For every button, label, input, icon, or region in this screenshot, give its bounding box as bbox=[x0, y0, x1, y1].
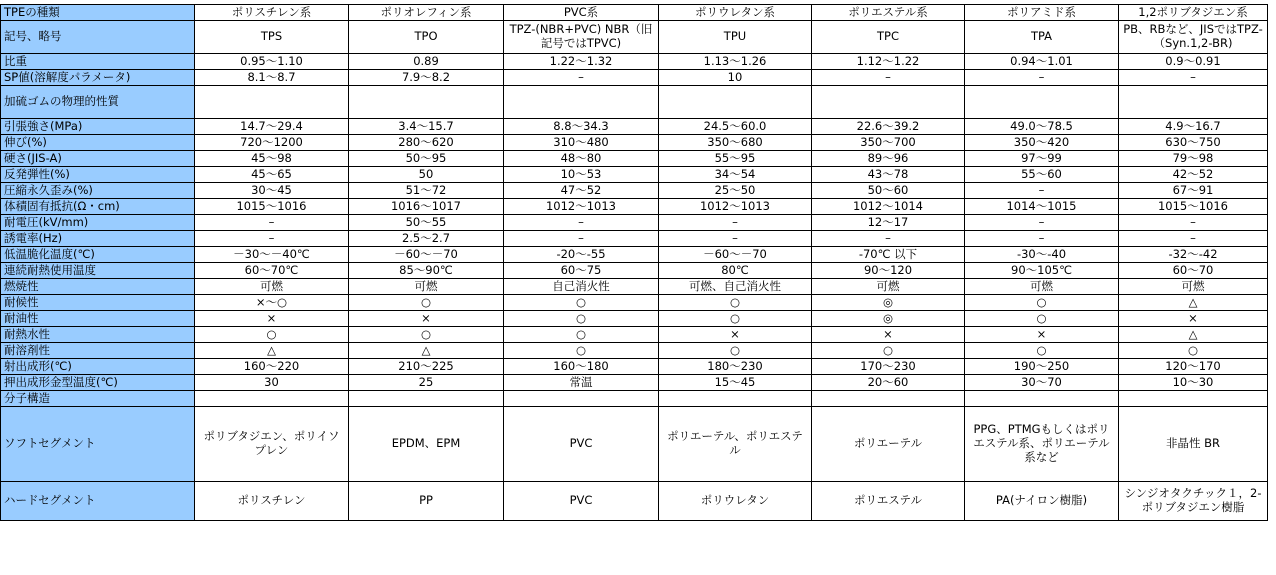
table-cell bbox=[349, 391, 504, 407]
table-cell: 可燃、自己消火性 bbox=[659, 279, 812, 295]
table-cell: × bbox=[659, 327, 812, 343]
table-cell: △ bbox=[1119, 295, 1268, 311]
table-cell: 24.5〜60.0 bbox=[659, 119, 812, 135]
table-cell: ○ bbox=[659, 311, 812, 327]
row-label: ソフトセグメント bbox=[1, 407, 195, 482]
table-cell: TPU bbox=[659, 21, 812, 54]
table-cell: -70℃ 以下 bbox=[812, 247, 965, 263]
table-cell bbox=[195, 391, 349, 407]
table-cell: 1012〜1013 bbox=[504, 199, 659, 215]
table-cell: 34〜54 bbox=[659, 167, 812, 183]
table-cell: -32〜-42 bbox=[1119, 247, 1268, 263]
table-cell: ×〜○ bbox=[195, 295, 349, 311]
row-label: 射出成形(℃) bbox=[1, 359, 195, 375]
table-cell: 80℃ bbox=[659, 263, 812, 279]
table-cell: ○ bbox=[504, 311, 659, 327]
table-cell: – bbox=[1119, 231, 1268, 247]
table-cell: ポリブタジエン、ポリイソプレン bbox=[195, 407, 349, 482]
table-cell: 30〜70 bbox=[965, 375, 1119, 391]
row-label: 分子構造 bbox=[1, 391, 195, 407]
table-cell: 7.9〜8.2 bbox=[349, 70, 504, 86]
table-cell: 120〜170 bbox=[1119, 359, 1268, 375]
header-cell: ポリオレフィン系 bbox=[349, 5, 504, 21]
table-cell: －60〜－70 bbox=[659, 247, 812, 263]
table-cell: ○ bbox=[504, 343, 659, 359]
row-label: 耐候性 bbox=[1, 295, 195, 311]
table-cell: －60〜－70 bbox=[349, 247, 504, 263]
table-cell: TPS bbox=[195, 21, 349, 54]
table-cell: ポリエーテル、ポリエステル bbox=[659, 407, 812, 482]
table-cell: ○ bbox=[504, 295, 659, 311]
tpe-properties-table bbox=[0, 4, 1268, 521]
table-cell: 25〜50 bbox=[659, 183, 812, 199]
row-label: 圧縮永久歪み(%) bbox=[1, 183, 195, 199]
table-cell: 60〜75 bbox=[504, 263, 659, 279]
table-row bbox=[1, 231, 1268, 247]
table-cell: △ bbox=[1119, 327, 1268, 343]
table-cell: PB、RBなど、JISではTPZ-（Syn.1,2-BR) bbox=[1119, 21, 1268, 54]
table-cell: 190〜250 bbox=[965, 359, 1119, 375]
table-cell: ○ bbox=[965, 311, 1119, 327]
table-cell: PP bbox=[349, 482, 504, 521]
table-cell: 0.9〜0.91 bbox=[1119, 54, 1268, 70]
table-cell: – bbox=[504, 231, 659, 247]
table-cell: 可燃 bbox=[349, 279, 504, 295]
table-row bbox=[1, 247, 1268, 263]
table-cell: 1.12〜1.22 bbox=[812, 54, 965, 70]
table-cell: 55〜60 bbox=[965, 167, 1119, 183]
table-cell: 8.1〜8.7 bbox=[195, 70, 349, 86]
table-cell: 49.0〜78.5 bbox=[965, 119, 1119, 135]
table-cell: 180〜230 bbox=[659, 359, 812, 375]
row-label: 体積固有抵抗(Ω・cm) bbox=[1, 199, 195, 215]
row-label: 伸び(%) bbox=[1, 135, 195, 151]
table-cell: TPZ-(NBR+PVC) NBR（旧記号ではTPVC) bbox=[504, 21, 659, 54]
table-cell: 8.8〜34.3 bbox=[504, 119, 659, 135]
header-cell: ポリウレタン系 bbox=[659, 5, 812, 21]
table-cell: ○ bbox=[349, 295, 504, 311]
table-cell: 55〜95 bbox=[659, 151, 812, 167]
table-cell: – bbox=[965, 231, 1119, 247]
table-cell: 1.22〜1.32 bbox=[504, 54, 659, 70]
table-row bbox=[1, 54, 1268, 70]
table-cell: 30 bbox=[195, 375, 349, 391]
table-cell: 可燃 bbox=[195, 279, 349, 295]
table-cell bbox=[349, 86, 504, 119]
table-cell: 1016〜1017 bbox=[349, 199, 504, 215]
table-cell bbox=[812, 86, 965, 119]
header-cell: TPEの種類 bbox=[1, 5, 195, 21]
table-cell: 85〜90℃ bbox=[349, 263, 504, 279]
row-label: 硬さ(JIS-A) bbox=[1, 151, 195, 167]
table-cell: 非晶性 BR bbox=[1119, 407, 1268, 482]
table-row bbox=[1, 86, 1268, 119]
row-label: SP値(溶解度パラメータ) bbox=[1, 70, 195, 86]
table-cell: 12〜17 bbox=[812, 215, 965, 231]
table-cell bbox=[1119, 391, 1268, 407]
row-label: 比重 bbox=[1, 54, 195, 70]
table-cell: 50〜55 bbox=[349, 215, 504, 231]
table-cell: PVC bbox=[504, 407, 659, 482]
table-cell bbox=[659, 86, 812, 119]
table-row bbox=[1, 70, 1268, 86]
table-cell: △ bbox=[349, 343, 504, 359]
table-row bbox=[1, 391, 1268, 407]
table-cell bbox=[812, 391, 965, 407]
table-cell: 15〜45 bbox=[659, 375, 812, 391]
table-cell: – bbox=[1119, 215, 1268, 231]
table-cell: 0.94〜1.01 bbox=[965, 54, 1119, 70]
table-cell: – bbox=[504, 215, 659, 231]
table-row bbox=[1, 167, 1268, 183]
table-cell: 280〜620 bbox=[349, 135, 504, 151]
table-cell: 可燃 bbox=[1119, 279, 1268, 295]
table-row bbox=[1, 375, 1268, 391]
table-cell: 350〜420 bbox=[965, 135, 1119, 151]
table-cell: 45〜98 bbox=[195, 151, 349, 167]
table-cell: 1012〜1013 bbox=[659, 199, 812, 215]
table-cell: 47〜52 bbox=[504, 183, 659, 199]
table-cell: – bbox=[965, 215, 1119, 231]
table-cell: 22.6〜39.2 bbox=[812, 119, 965, 135]
table-cell bbox=[195, 86, 349, 119]
table-cell: EPDM、EPM bbox=[349, 407, 504, 482]
row-label: 加硫ゴムの物理的性質 bbox=[1, 86, 195, 119]
table-cell: PVC bbox=[504, 482, 659, 521]
table-cell: 14.7〜29.4 bbox=[195, 119, 349, 135]
table-row bbox=[1, 135, 1268, 151]
table-cell: × bbox=[1119, 311, 1268, 327]
row-label: 記号、略号 bbox=[1, 21, 195, 54]
table-row bbox=[1, 295, 1268, 311]
table-cell: ○ bbox=[195, 327, 349, 343]
table-cell: 43〜78 bbox=[812, 167, 965, 183]
table-row bbox=[1, 482, 1268, 521]
row-label: 連続耐熱使用温度 bbox=[1, 263, 195, 279]
table-cell: ○ bbox=[1119, 343, 1268, 359]
table-cell: 0.89 bbox=[349, 54, 504, 70]
table-cell: 350〜700 bbox=[812, 135, 965, 151]
table-cell: 可燃 bbox=[812, 279, 965, 295]
table-cell: －30〜－40℃ bbox=[195, 247, 349, 263]
table-cell: 210〜225 bbox=[349, 359, 504, 375]
table-cell: ○ bbox=[349, 327, 504, 343]
table-cell: 51〜72 bbox=[349, 183, 504, 199]
table-cell: 170〜230 bbox=[812, 359, 965, 375]
table-cell: × bbox=[812, 327, 965, 343]
table-cell: PPG、PTMGもしくはポリエステル系、ポリエーテル系など bbox=[965, 407, 1119, 482]
table-cell: 350〜680 bbox=[659, 135, 812, 151]
table-cell: – bbox=[659, 215, 812, 231]
table-cell: ○ bbox=[504, 327, 659, 343]
table-cell: 720〜1200 bbox=[195, 135, 349, 151]
table-cell: 2.5〜2.7 bbox=[349, 231, 504, 247]
table-cell: ○ bbox=[812, 343, 965, 359]
table-cell: TPC bbox=[812, 21, 965, 54]
table-cell bbox=[504, 86, 659, 119]
row-label: 押出成形金型温度(℃) bbox=[1, 375, 195, 391]
table-row bbox=[1, 215, 1268, 231]
table-cell bbox=[965, 391, 1119, 407]
table-cell: 50〜95 bbox=[349, 151, 504, 167]
table-cell: 10〜30 bbox=[1119, 375, 1268, 391]
table-row bbox=[1, 183, 1268, 199]
table-cell: 160〜180 bbox=[504, 359, 659, 375]
table-cell: × bbox=[965, 327, 1119, 343]
table-cell: 45〜65 bbox=[195, 167, 349, 183]
table-cell: ポリエステル bbox=[812, 482, 965, 521]
table-cell: 4.9〜16.7 bbox=[1119, 119, 1268, 135]
table-cell: TPA bbox=[965, 21, 1119, 54]
table-cell: 89〜96 bbox=[812, 151, 965, 167]
table-cell: – bbox=[965, 183, 1119, 199]
table-cell: 自己消火性 bbox=[504, 279, 659, 295]
table-cell: 90〜105℃ bbox=[965, 263, 1119, 279]
table-cell: 1.13〜1.26 bbox=[659, 54, 812, 70]
table-row bbox=[1, 327, 1268, 343]
row-label: 反発弾性(%) bbox=[1, 167, 195, 183]
table-cell: – bbox=[195, 231, 349, 247]
table-cell: – bbox=[195, 215, 349, 231]
table-cell: シンジオタクチック１，2-ポリブタジエン樹脂 bbox=[1119, 482, 1268, 521]
table-cell: PA(ナイロン樹脂) bbox=[965, 482, 1119, 521]
header-row bbox=[1, 5, 1268, 21]
table-cell: 48〜80 bbox=[504, 151, 659, 167]
table-cell: 可燃 bbox=[965, 279, 1119, 295]
table-cell: 160〜220 bbox=[195, 359, 349, 375]
table-cell: 630〜750 bbox=[1119, 135, 1268, 151]
table-row bbox=[1, 199, 1268, 215]
table-cell: △ bbox=[195, 343, 349, 359]
row-label: 耐油性 bbox=[1, 311, 195, 327]
header-cell: ポリアミド系 bbox=[965, 5, 1119, 21]
table-cell: ◎ bbox=[812, 295, 965, 311]
table-row bbox=[1, 343, 1268, 359]
row-label: 燃焼性 bbox=[1, 279, 195, 295]
table-body bbox=[1, 5, 1268, 521]
row-label: 誘電率(Hz) bbox=[1, 231, 195, 247]
header-cell: 1,2ポリブタジエン系 bbox=[1119, 5, 1268, 21]
table-row bbox=[1, 311, 1268, 327]
table-cell: – bbox=[504, 70, 659, 86]
table-cell: 20〜60 bbox=[812, 375, 965, 391]
table-cell: 1015〜1016 bbox=[195, 199, 349, 215]
table-cell: 3.4〜15.7 bbox=[349, 119, 504, 135]
table-cell bbox=[659, 391, 812, 407]
table-cell: 90〜120 bbox=[812, 263, 965, 279]
table-cell: 1012〜1014 bbox=[812, 199, 965, 215]
table-cell: – bbox=[812, 70, 965, 86]
table-row bbox=[1, 151, 1268, 167]
table-cell: – bbox=[1119, 70, 1268, 86]
table-cell: 50〜60 bbox=[812, 183, 965, 199]
table-cell: 60〜70 bbox=[1119, 263, 1268, 279]
table-cell: ポリスチレン bbox=[195, 482, 349, 521]
row-label: 引張強さ(MPa) bbox=[1, 119, 195, 135]
table-cell: 常温 bbox=[504, 375, 659, 391]
table-cell bbox=[504, 391, 659, 407]
table-row bbox=[1, 119, 1268, 135]
table-cell: -30〜-40 bbox=[965, 247, 1119, 263]
table-cell: 25 bbox=[349, 375, 504, 391]
table-cell: 50 bbox=[349, 167, 504, 183]
table-cell: × bbox=[349, 311, 504, 327]
header-cell: PVC系 bbox=[504, 5, 659, 21]
table-cell: ○ bbox=[659, 295, 812, 311]
table-cell bbox=[1119, 86, 1268, 119]
table-cell: 60〜70℃ bbox=[195, 263, 349, 279]
table-row bbox=[1, 21, 1268, 54]
table-cell: 97〜99 bbox=[965, 151, 1119, 167]
table-cell: 30〜45 bbox=[195, 183, 349, 199]
row-label: 耐熱水性 bbox=[1, 327, 195, 343]
table-cell: – bbox=[965, 70, 1119, 86]
table-cell: – bbox=[812, 231, 965, 247]
table-cell: 10〜53 bbox=[504, 167, 659, 183]
table-cell: ○ bbox=[659, 343, 812, 359]
table-cell: 1015〜1016 bbox=[1119, 199, 1268, 215]
table-cell: 67〜91 bbox=[1119, 183, 1268, 199]
row-label: 耐電圧(kV/mm) bbox=[1, 215, 195, 231]
table-cell: 79〜98 bbox=[1119, 151, 1268, 167]
table-cell: 10 bbox=[659, 70, 812, 86]
table-row bbox=[1, 407, 1268, 482]
header-cell: ポリスチレン系 bbox=[195, 5, 349, 21]
header-cell: ポリエステル系 bbox=[812, 5, 965, 21]
row-label: ハードセグメント bbox=[1, 482, 195, 521]
table-row bbox=[1, 263, 1268, 279]
table-cell: × bbox=[195, 311, 349, 327]
table-cell: – bbox=[659, 231, 812, 247]
row-label: 耐溶剤性 bbox=[1, 343, 195, 359]
table-cell: 310〜480 bbox=[504, 135, 659, 151]
table-cell: TPO bbox=[349, 21, 504, 54]
table-cell: ○ bbox=[965, 295, 1119, 311]
row-label: 低温脆化温度(℃) bbox=[1, 247, 195, 263]
table-row bbox=[1, 359, 1268, 375]
table-cell: ◎ bbox=[812, 311, 965, 327]
table-cell: -20〜-55 bbox=[504, 247, 659, 263]
table-cell bbox=[965, 86, 1119, 119]
table-cell: ポリウレタン bbox=[659, 482, 812, 521]
table-cell: ○ bbox=[965, 343, 1119, 359]
table-cell: ポリエーテル bbox=[812, 407, 965, 482]
table-row bbox=[1, 279, 1268, 295]
table-cell: 42〜52 bbox=[1119, 167, 1268, 183]
table-cell: 1014〜1015 bbox=[965, 199, 1119, 215]
table-cell: 0.95〜1.10 bbox=[195, 54, 349, 70]
